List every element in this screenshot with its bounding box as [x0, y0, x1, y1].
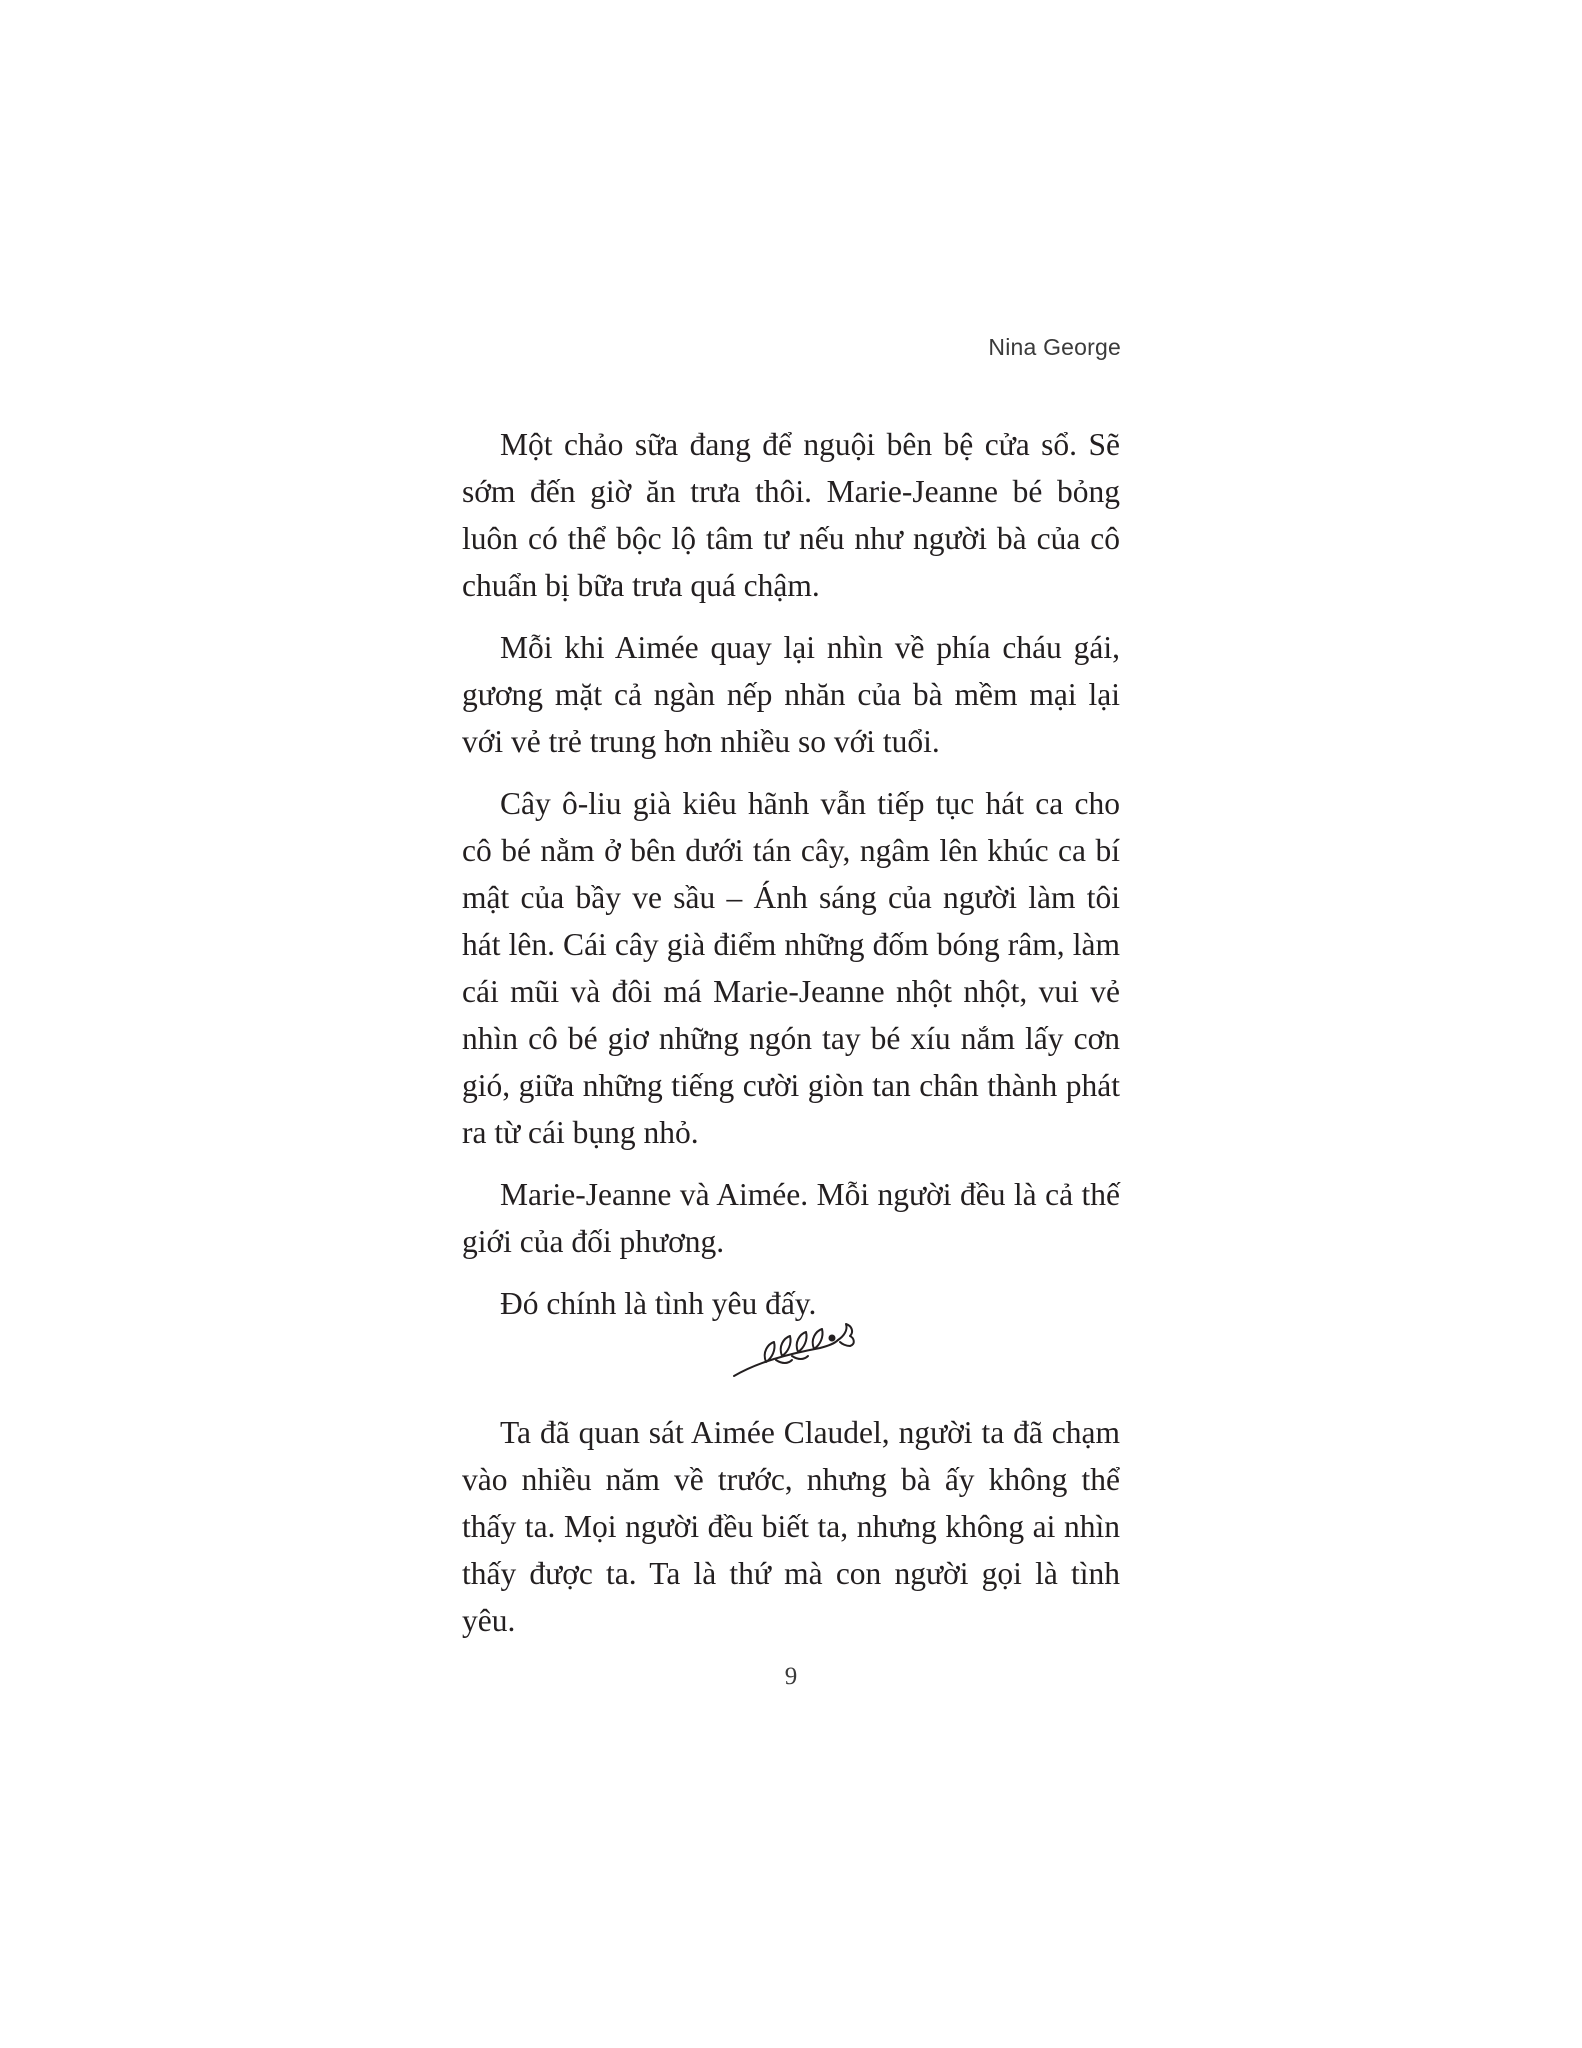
text-section-1 — [462, 421, 1120, 1342]
running-head-author: Nina George — [988, 334, 1121, 360]
page-number: 9 — [784, 1663, 798, 1690]
text-section-2 — [462, 1409, 1120, 1659]
paragraph: Đó chính là tình yêu đấy. — [500, 1286, 817, 1321]
olive-branch-icon — [728, 1318, 868, 1380]
paragraph: Ta đã quan sát Aimée Claudel, người ta đã chạm vào nhiều năm về trước, nhưng bà ấy không thể thấy ta. Mọi người đều biết ta, nhưng không ai nhìn thấy được ta. Ta là thứ mà con người gọi là tình yêu. — [462, 1415, 1120, 1638]
paragraph: Một chảo sữa đang để nguội bên bệ cửa sổ. Sẽ sớm đến giờ ăn trưa thôi. Marie-Jeanne bé bỏng luôn có thể bộc lộ tâm tư nếu như người bà của cô chuẩn bị bữa trưa quá chậm. — [462, 427, 1120, 603]
paragraph: Cây ô-liu già kiêu hãnh vẫn tiếp tục hát ca cho cô bé nằm ở bên dưới tán cây, ngâm lên khúc ca bí mật của bầy ve sầu – Ánh sáng của người làm tôi hát lên. Cái cây già điểm những đốm bóng râm, làm cái mũi và đôi má Marie-Jeanne nhột nhột, vui vẻ nhìn cô bé giơ những ngón tay bé xíu nắm lấy cơn gió, giữa những tiếng cười giòn tan chân thành phát ra từ cái bụng nhỏ. — [462, 786, 1120, 1150]
paragraph: Marie-Jeanne và Aimée. Mỗi người đều là cả thế giới của đối phương. — [462, 1177, 1120, 1259]
paragraph: Mỗi khi Aimée quay lại nhìn về phía cháu gái, gương mặt cả ngàn nếp nhăn của bà mềm mại lại với vẻ trẻ trung hơn nhiều so với tuổi. — [462, 630, 1120, 759]
